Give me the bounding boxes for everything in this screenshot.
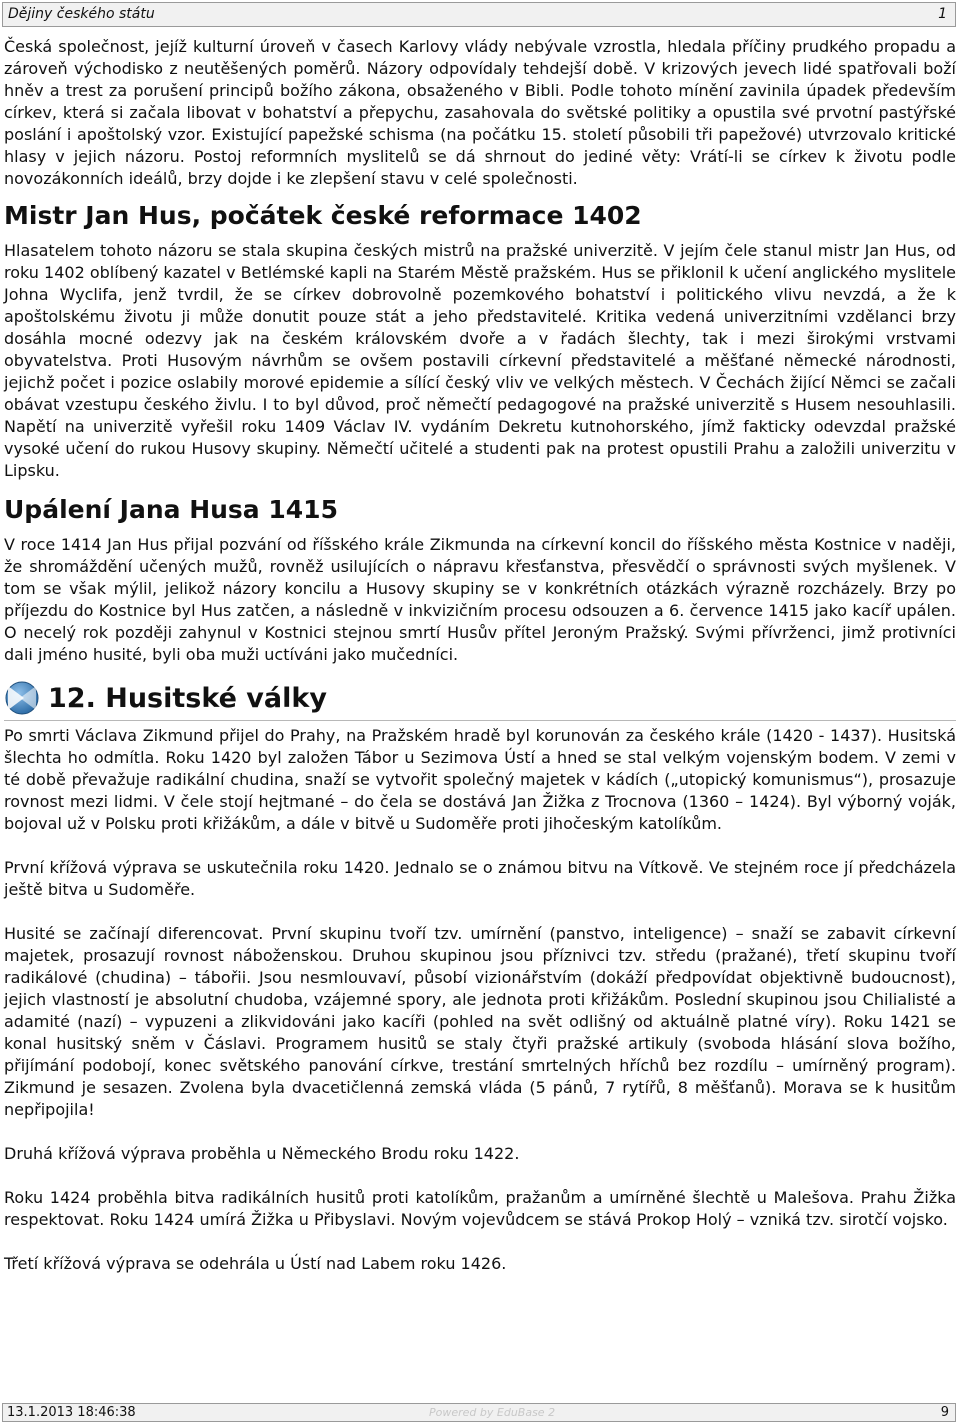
valky-paragraph-2: První křížová výprava se uskutečnila roku 1420. Jednalo se o známou bitvu na Vítkově. Ve stejném roce jí předcházela ještě bitva u Sudoměře. [4, 858, 956, 899]
valky-paragraph-4: Druhá křížová výprava proběhla u Německého Brodu roku 1422. [4, 1144, 520, 1163]
document-title: Dějiny českého státu [8, 6, 155, 22]
heading-upaleni: Upálení Jana Husa 1415 [4, 495, 338, 524]
page-footer [2, 1403, 956, 1422]
valky-paragraph-5: Roku 1424 proběhla bitva radikálních husitů proti katolíkům, pražanům a umírněné šlechtě u Malešova. Prahu Žižka respektovat. Roku 1424 umírá Žižka u Přibyslavi. Novým vojevůdcem se stává Prokop Holý – vzniká tzv. sirotčí vojsko. [4, 1188, 956, 1229]
document-body [4, 36, 956, 1275]
chapter-title: 12. Husitské války [48, 683, 327, 714]
hus-paragraph: Hlasatelem tohoto názoru se stala skupina českých mistrů na pražské univerzitě. V jejím čele stanul mistr Jan Hus, od roku 1402 oblíbený kazatel v Betlémské kapli na Starém Městě pražském. Hus se přiklonil k učení anglického myslitele Johna Wyclifa, jenž tvrdil, že se církev dobrovolně pozemkového bohatství i politického vlivu nevzdá, a že k apoštolskému životu ji může donutit pouze stát a jeho představitelé. Kritika vedená univerzitními vzdělanci brzy dosáhla mocné odezvy jak na českém královském dvoře a v řadách šlechty, tak i mezi širokými vrstvami obyvatelstva. Proti Husovým návrhům se ovšem postavili církevní představitelé a měšťané německé národnosti, jejichž počet i pozice oslabily morové epidemie a sílící český vliv ve velkých městech. V Čechách žijící Němci se začali obávat vzestupu českého živlu. I to byl důvod, proč němečtí pedagogové na pražské univerzitě s Husem nesouhlasili. Napětí na univerzitě vyřešil roku 1409 Václav IV. vydáním Dekretu kutnohorského, jímž fakticky odevzdal pražské vysoké učení do rukou Husovy skupiny. Němečtí učitelé a studenti pak na protest opustili Prahu a založili univerzitu v Lipsku. [4, 241, 956, 480]
footer-powered-by: Powered by EduBase 2 [429, 1406, 556, 1419]
header-page-number: 1 [938, 6, 947, 22]
valky-paragraph-1: Po smrti Václava Zikmund přijel do Prahy, na Pražském hradě byl korunován za českého krále (1420 - 1437). Husitská šlechta ho odmítla. Roku 1420 byl založen Tábor u Sezimova Ústí a hned se stal velkým vojenským bodem. V zemi v té době převažuje radikální chudina, snaží se vytvořit společný majetek v kádích („utopický komunismus“), prosazuje rovnost mezi lidmi. V čele stojí hejtmané – do čela se dostává Jan Žižka z Trocnova (1360 – 1424). Byl výborný voják, bojoval už v Polsku proti křižákům, a dále v bitvě u Sudoměře proti jihočeským katolíkům. [4, 726, 956, 833]
page-header [2, 2, 956, 27]
chapter-heading [4, 680, 956, 721]
heading-jan-hus: Mistr Jan Hus, počátek české reformace 1402 [4, 201, 642, 230]
valky-paragraph-6: Třetí křížová výprava se odehrála u Ústí nad Labem roku 1426. [4, 1254, 507, 1273]
footer-page-number: 9 [940, 1405, 949, 1420]
valky-paragraph-3: Husité se začínají diferencovat. První skupinu tvoří tzv. umírnění (panstvo, inteligence) – snaží se zabavit církevní majetek, prosazují rovnost náboženskou. Druhou skupinou jsou příznivci tzv. středu (pražané), třetí skupinu tvoří radikálové (chudina) – tábořii. Jsou nesmlouvaví, působí vizionářstvím (dokáží předpovídat objektivně budoucnost), jejich vlastností je absolutní chudoba, vzájemné spory, ale jednota proti křižákům. Poslední skupinou jsou Chilialisté a adamité (nazí) – vypuzeni a zlikvidováni jako kacíři (pohled na svět odlišný od aktuálně platné víry). Roku 1421 se konal husitský sněm v Čáslavi. Programem husitů se staly čtyři pražské artikuly (svoboda hlásání slova božího, přijímání podobojí, konec světského panování církve, trestání smrtelných hříchů bez rozdílu – umírněný program). Zikmund je sesazen. Zvolena byla dvacetičlenná zemská vláda (5 pánů, 7 rytířů, 8 měšťanů). Morava se k husitům nepřipojila! [4, 924, 956, 1119]
intro-paragraph: Česká společnost, jejíž kulturní úroveň v časech Karlovy vlády nebývale vzrostla, hledala příčiny prudkého propadu a zároveň východisko z neutěšených poměrů. Názory odpovídaly tehdejší době. V krizových jevech lidé spatřovali boží hněv a trest za porušení principů božího zákona, obsaženého v Bibli. Podle tohoto mínění zavinila úpadek především církev, která si začala libovat v bohatství a přepychu, zasahovala do světské politiky a opustila své prvotní pastýřské poslání i apoštolský vzor. Existující papežské schisma (na počátku 15. století působili tři papežové) utvrzovalo kritické hlasy v jejich názoru. Postoj reformních myslitelů se dá shrnout do jediné věty: Vrátí-li se církev k životu podle novozákonních ideálů, brzy dojde i ke zlepšení stavu v celé společnosti. [4, 37, 956, 188]
upaleni-paragraph: V roce 1414 Jan Hus přijal pozvání od říšského krále Zikmunda na církevní koncil do říšského města Kostnice v naději, že shromáždění učených mužů, rovněž usilujících o nápravu křesťanstva, přesvědčí o správnosti svých myšlenek. V tom se však mýlil, jelikož názory koncilu a Husovy skupiny se v konkrétních otázkách výrazně rozcházely. Brzy po příjezdu do Kostnice byl Hus zatčen, a následně v inkvizičním procesu odsouzen a 6. července 1415 jako kacíř upálen. O necelý rok později zahynul v Kostnici stejnou smrtí Husův přítel Jeroným Pražský. Svými přívrženci, jimž protivníci dali jméno husité, byli oba muži uctíváni jako mučedníci. [4, 535, 956, 664]
footer-timestamp: 13.1.2013 18:46:38 [7, 1405, 136, 1420]
chapter-info-icon [4, 680, 40, 716]
